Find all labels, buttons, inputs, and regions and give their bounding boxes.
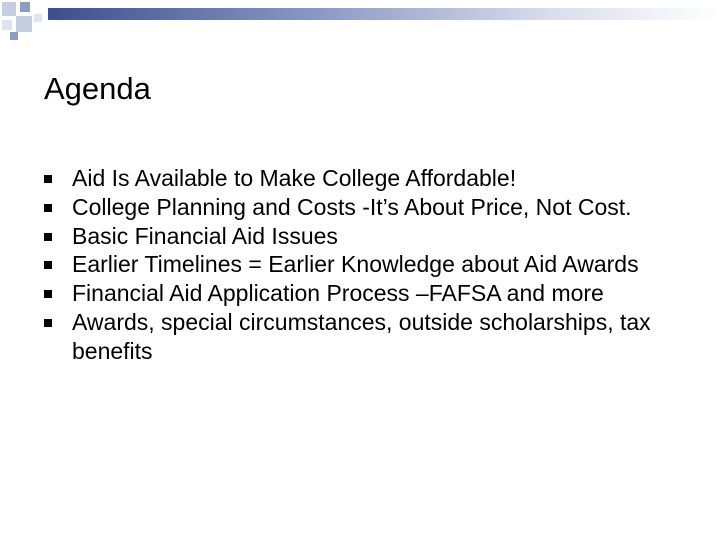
deco-square (20, 2, 30, 12)
agenda-item-text: College Planning and Costs -It’s About Price, Not Cost. (72, 193, 632, 220)
deco-square (34, 14, 42, 22)
agenda-item-text: Aid Is Available to Make College Affordable! (72, 165, 517, 191)
agenda-item (44, 164, 684, 193)
header-gradient-bar (48, 8, 720, 20)
deco-square (2, 20, 12, 30)
agenda-item-text: Awards, special circumstances, outside scholarships, tax benefits (72, 308, 651, 364)
slide-title: Agenda (44, 71, 151, 106)
agenda-item-text: Basic Financial Aid Issues (72, 222, 338, 249)
square-bullet-icon (44, 319, 52, 327)
square-bullet-icon (44, 261, 52, 269)
agenda-list (44, 164, 684, 366)
deco-square (10, 32, 18, 40)
square-bullet-icon (44, 204, 52, 212)
agenda-item (44, 250, 684, 279)
agenda-item (44, 279, 684, 308)
agenda-item-text: Financial Aid Application Process –FAFSA and more (72, 280, 604, 307)
deco-square (2, 2, 16, 16)
square-bullet-icon (44, 233, 52, 241)
deco-square (16, 16, 32, 32)
agenda-item-text: Earlier Timelines = Earlier Knowledge about Aid Awards (72, 251, 639, 278)
body-area (44, 164, 684, 366)
decorative-squares (0, 0, 60, 44)
square-bullet-icon (44, 175, 52, 183)
agenda-item (44, 308, 684, 366)
agenda-item (44, 222, 684, 251)
square-bullet-icon (44, 290, 52, 298)
title-area (44, 70, 664, 107)
header-band (0, 0, 720, 40)
agenda-item (44, 193, 684, 222)
